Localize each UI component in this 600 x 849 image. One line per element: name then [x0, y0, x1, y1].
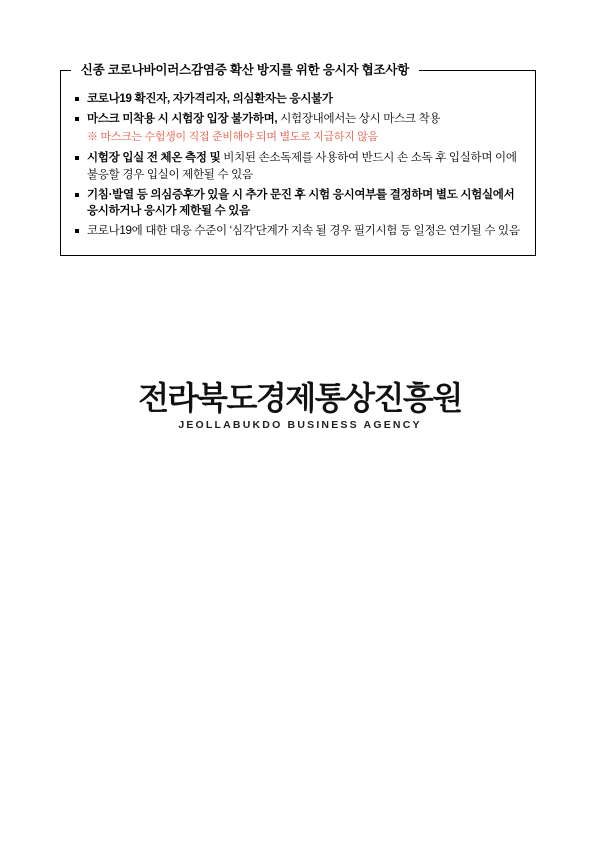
list-item	[73, 111, 523, 128]
list-item-bold-text: 마스크 미착용 시 시험장 입장 불가하며,	[87, 112, 278, 125]
list-item	[73, 223, 523, 240]
list-item	[73, 150, 523, 183]
list-item-text: 코로나19에 대한 대응 수준이 ‘심각’단계가 지속 될 경우 필기시험 등 일정은 연기될 수 있음	[87, 224, 520, 237]
list-item-text: 시험장내에서는 상시 마스크 착용	[277, 112, 441, 125]
notice-title-wrap	[45, 60, 445, 79]
list-item-bold-text: 코로나19 확진자, 자가격리자, 의심환자는 응시불가	[87, 93, 333, 105]
notice-title: 신종 코로나바이러스감염증 확산 방지를 위한 응시자 협조사항	[71, 60, 419, 78]
notice-bullet-list	[73, 91, 523, 240]
notice-box	[60, 70, 536, 256]
list-item	[73, 187, 523, 220]
logo-english-name: JEOLLABUKDO BUSINESS AGENCY	[178, 418, 422, 431]
list-item-bold-text: 기침·발열 등 의심증후가 있을 시 추가 문진 후 시험 응시여부를 결정하며 별도 시험실에서 응시하거나 응시가 제한될 수 있음	[87, 188, 515, 218]
organization-logo	[0, 382, 600, 431]
list-item-bold-text: 시험장 입실 전 체온 측정 및	[87, 152, 221, 165]
logo-korean-name: 전라북도경제통상진흥원	[138, 380, 462, 416]
list-item	[73, 91, 523, 108]
notice-sub-note: ※ 마스크는 수험생이 직접 준비해야 되며 별도로 지급하지 않음	[87, 131, 378, 144]
list-item-text: 비치된 손소독제를 사용하여 반드시 손 소독 후 입실하며 이에 불응할 경우 입실이 제한될 수 있음	[87, 152, 517, 181]
